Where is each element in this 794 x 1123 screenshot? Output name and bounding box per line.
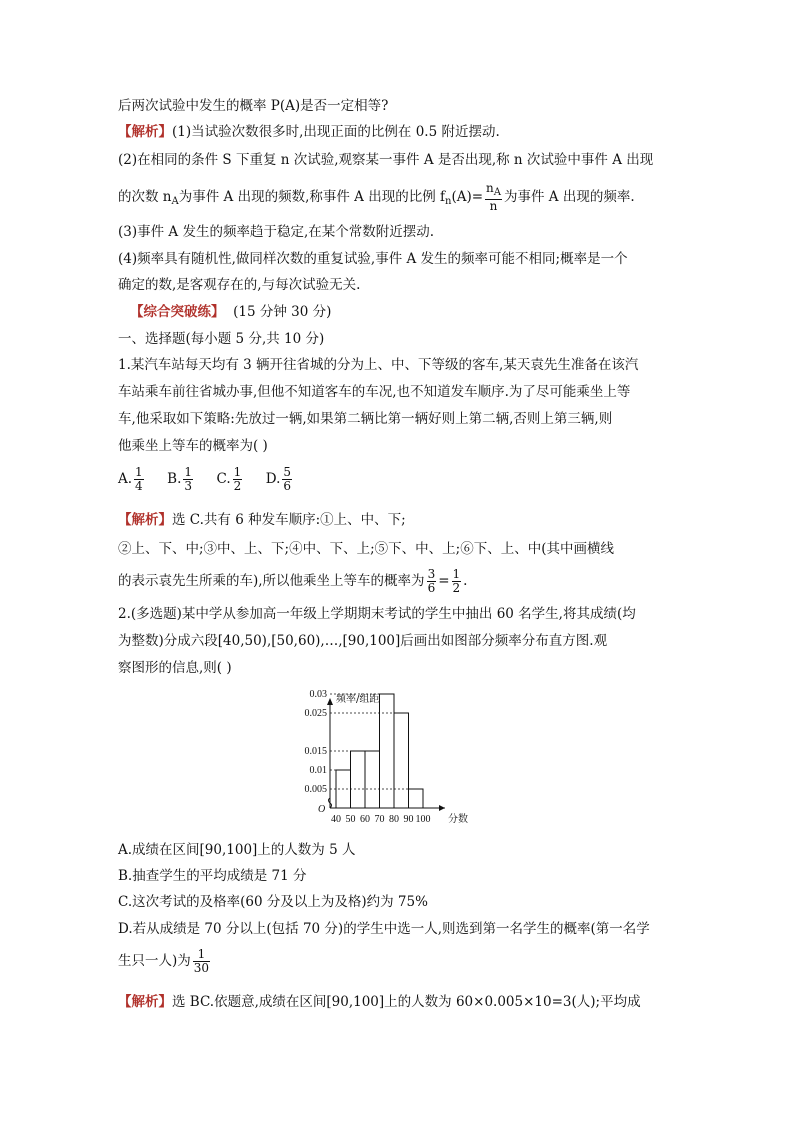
q1-line2: 车站乘车前往省城办事,但他不知道客车的车况,也不知道发车顺序.为了尽可能乘坐上等 bbox=[118, 384, 631, 400]
y-axis-arrow bbox=[327, 698, 333, 705]
subscript: A bbox=[171, 196, 179, 207]
q1-line1: 1.某汽车站每天均有 3 辆开往省城的分为上、中、下等级的客车,某天袁先生准备在该汽 bbox=[118, 357, 639, 373]
histogram-bar bbox=[365, 751, 380, 808]
q2-analysis-text: 选 BC.依题意,成绩在区间[90,100]上的人数为 60×0.005×10=3(人);平均成 bbox=[172, 994, 641, 1010]
x-tick-label: 50 bbox=[345, 814, 356, 825]
analysis-1 bbox=[118, 122, 500, 142]
histogram-bar bbox=[394, 713, 409, 808]
subscript: n bbox=[444, 196, 452, 207]
q2-line2: 为整数)分成六段[40,50),[50,60),…,[90,100]后画出如图部分频率分布直方图.观 bbox=[118, 633, 608, 649]
y-tick-label: 0.01 bbox=[309, 765, 327, 776]
y-tick-label: 0.025 bbox=[304, 708, 327, 719]
x-axis-label: 分数 bbox=[448, 814, 468, 825]
histogram-svg bbox=[290, 688, 520, 828]
fraction: $\frac{3}{6}$ bbox=[427, 567, 436, 595]
q2-line3: 察图形的信息,则( ) bbox=[118, 660, 232, 676]
q1-analysis-3: 的表示袁先生所乘的车),所以他乘坐上等车的概率为 $\frac{3}{6}$ = $\frac{1}{2}$ . bbox=[118, 567, 468, 595]
q1-analysis-text: 选 C.共有 6 种发车顺序:①上、中、下; bbox=[172, 512, 406, 528]
q2-option-c: C.这次考试的及格率(60 分及以上为及格)约为 75% bbox=[118, 894, 428, 910]
fraction: $\frac{1}{30}$ bbox=[193, 947, 210, 975]
q1-line3: 车,他采取如下策略:先放过一辆,如果第二辆比第一辆好则上第二辆,否则上第三辆,则 bbox=[118, 411, 613, 427]
section-tag: 【综合突破练】 bbox=[130, 304, 225, 320]
y-tick-label: 0.005 bbox=[304, 784, 327, 795]
fraction: $\frac{1}{2}$ bbox=[452, 567, 461, 595]
y-tick-label: 0.015 bbox=[304, 746, 327, 757]
text-seg: 的次数 n bbox=[118, 189, 172, 205]
x-tick-label: 100 bbox=[415, 814, 431, 825]
q2-analysis bbox=[118, 992, 641, 1012]
analysis-2: (2)在相同的条件 S 下重复 n 次试验,观察某一事件 A 是否出现,称 n 次试验中事件 A 出现 bbox=[118, 152, 654, 168]
q1-options bbox=[118, 466, 294, 493]
frac-num-sub: A bbox=[493, 187, 502, 198]
option-a: A. $\frac{1}{4}$ bbox=[118, 465, 143, 493]
option-c: C. $\frac{1}{2}$ bbox=[216, 465, 242, 493]
q2-option-d: D.若从成绩是 70 分以上(包括 70 分)的学生中选一人,则选到第一名学生的概率(第一名学 bbox=[118, 921, 650, 937]
analysis-4b: 确定的数,是客观存在的,与每次试验无关. bbox=[118, 277, 361, 293]
q1-analysis-2: ②上、下、中;③中、上、下;④中、下、上;⑤下、中、上;⑥下、上、中(其中画横线 bbox=[118, 541, 614, 557]
q2-line1: 2.(多选题)某中学从参加高一年级上学期期末考试的学生中抽出 60 名学生,将其成绩(均 bbox=[118, 606, 636, 622]
q1-analysis bbox=[118, 510, 406, 530]
analysis-tag: 【解析】 bbox=[118, 994, 172, 1010]
text-seg: (A)= bbox=[451, 189, 484, 205]
histogram bbox=[290, 688, 520, 828]
frac-num: n bbox=[486, 181, 494, 195]
q2-option-d-2: 生只一人)为 $\frac{1}{30}$ bbox=[118, 947, 210, 975]
histogram-bar bbox=[351, 751, 366, 808]
origin-label: O bbox=[318, 804, 326, 815]
y-axis-label: 频率/组距 bbox=[336, 694, 380, 705]
q2-option-b: B.抽查学生的平均成绩是 71 分 bbox=[118, 868, 307, 884]
x-tick-label: 60 bbox=[360, 814, 370, 825]
section-heading bbox=[130, 302, 331, 322]
analysis-2b bbox=[118, 182, 635, 213]
analysis-tag: 【解析】 bbox=[118, 124, 172, 140]
histogram-bar bbox=[409, 789, 424, 808]
analysis-1-text: (1)当试验次数很多时,出现正面的比例在 0.5 附近摆动. bbox=[172, 124, 500, 140]
option-d: D. $\frac{5}{6}$ bbox=[265, 465, 292, 493]
x-tick-label: 70 bbox=[374, 814, 385, 825]
analysis-4: (4)频率具有随机性,做同样次数的重复试验,事件 A 发生的频率可能不相同;概率是一个 bbox=[118, 251, 628, 267]
y-tick-label: 0.03 bbox=[309, 689, 327, 700]
text-seg: 为事件 A 出现的频数,称事件 A 出现的比例 f bbox=[178, 189, 445, 205]
section-time: (15 分钟 30 分) bbox=[233, 304, 332, 320]
x-tick-label: 80 bbox=[389, 814, 399, 825]
option-b: B. $\frac{1}{3}$ bbox=[167, 465, 193, 493]
histogram-bar bbox=[380, 694, 395, 808]
analysis-tag: 【解析】 bbox=[118, 512, 172, 528]
q1-line4: 他乘坐上等车的概率为( ) bbox=[118, 438, 268, 454]
choice-heading: 一、选择题(每小题 5 分,共 10 分) bbox=[118, 331, 325, 347]
q2-option-a: A.成绩在区间[90,100]上的人数为 5 人 bbox=[118, 842, 356, 858]
x-tick-label: 90 bbox=[403, 814, 414, 825]
x-tick-label: 40 bbox=[331, 814, 341, 825]
question-tail: 后两次试验中发生的概率 P(A)是否一定相等? bbox=[118, 98, 389, 114]
text-seg: 为事件 A 出现的频率. bbox=[504, 189, 635, 205]
analysis-3: (3)事件 A 发生的频率趋于稳定,在某个常数附近摆动. bbox=[118, 224, 435, 240]
x-axis-arrow bbox=[439, 805, 445, 811]
frac-den: n bbox=[489, 199, 498, 213]
fraction bbox=[485, 182, 502, 213]
